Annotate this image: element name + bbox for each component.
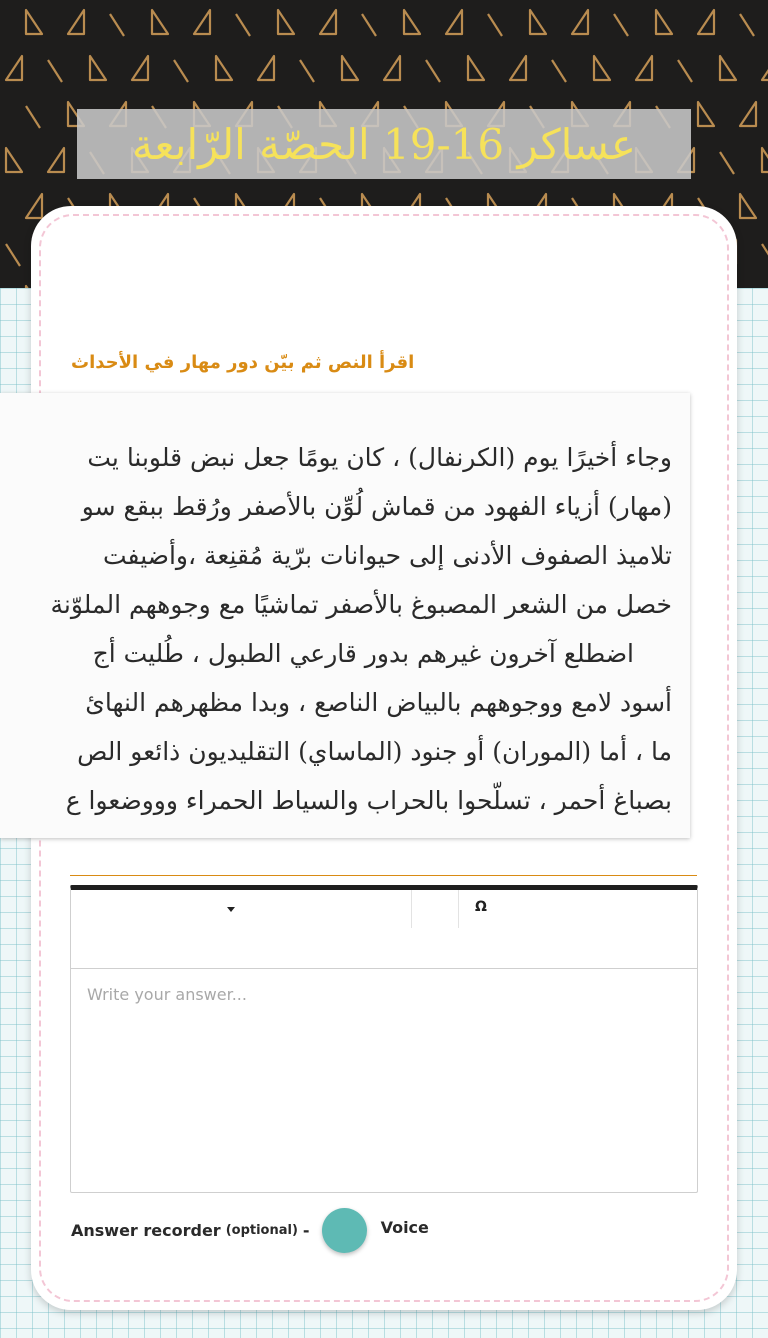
pattern-triangle — [762, 244, 768, 266]
passage-line: (مهار) أزياء الفهود من قماش لُوِّن بالأصفر ورُقط ببقع سو — [81, 492, 672, 521]
recorder-separator: - — [302, 1220, 310, 1240]
pattern-triangle — [720, 152, 734, 174]
passage-line: أسود لامع ووجوههم بالبياض الناصع ، وبدا مظهرهم النهائ — [85, 688, 672, 717]
pattern-triangle — [342, 56, 358, 80]
pattern-triangle — [510, 56, 526, 80]
recorder-optional-label: (optional) — [225, 1222, 298, 1238]
pattern-triangle — [320, 10, 336, 34]
passage-image — [0, 393, 690, 838]
pattern-triangle — [572, 10, 588, 34]
pattern-triangle — [174, 60, 188, 82]
editor-toolbar — [71, 890, 697, 969]
special-characters-button[interactable]: Ω — [475, 899, 487, 915]
pattern-triangle — [594, 56, 610, 80]
pattern-triangle — [48, 148, 64, 172]
pattern-triangle — [446, 10, 462, 34]
pattern-triangle — [740, 102, 756, 126]
passage-line: تلاميذ الصفوف الأدنى إلى حيوانات برّية مُقنِعة ،وأضيفت — [103, 541, 672, 570]
pattern-triangle — [236, 14, 250, 36]
recorder-label: Answer recorder — [71, 1220, 221, 1240]
pattern-triangle — [656, 10, 672, 34]
pattern-triangle — [90, 56, 106, 80]
pattern-triangle — [110, 14, 124, 36]
pattern-triangle — [26, 106, 40, 128]
pattern-triangle — [720, 56, 736, 80]
passage-line: ما ، أما (الموران) أو جنود (الماساي) التقليديون ذائعو الص — [77, 737, 672, 766]
passage-line: بصباغ أحمر ، تسلّحوا بالحراب والسياط الحمراء وووضعوا ع — [65, 786, 672, 815]
chevron-down-icon — [227, 907, 235, 912]
pattern-triangle — [6, 244, 20, 266]
pattern-triangle — [194, 10, 210, 34]
question-instruction: اقرأ النص ثم بيّن دور مهار في الأحداث — [71, 352, 415, 373]
divider — [70, 875, 697, 876]
pattern-triangle — [762, 56, 768, 80]
pattern-triangle — [740, 14, 754, 36]
toolbar-button[interactable] — [412, 890, 459, 928]
pattern-triangle — [426, 60, 440, 82]
pattern-triangle — [530, 10, 546, 34]
pattern-triangle — [404, 10, 420, 34]
pattern-triangle — [152, 10, 168, 34]
answer-recorder — [71, 1207, 429, 1253]
record-voice-button[interactable] — [322, 1208, 367, 1253]
pattern-triangle — [488, 14, 502, 36]
pattern-triangle — [26, 194, 42, 218]
passage-line: اضطلع آخرون غيرهم بدور قارعي الطبول ، طُليت أج — [92, 639, 634, 668]
pattern-triangle — [48, 60, 62, 82]
pattern-triangle — [300, 60, 314, 82]
pattern-triangle — [698, 10, 714, 34]
title-banner — [77, 109, 691, 179]
format-dropdown[interactable] — [71, 890, 412, 928]
pattern-triangle — [132, 56, 148, 80]
pattern-triangle — [636, 56, 652, 80]
pattern-triangle — [552, 60, 566, 82]
pattern-triangle — [698, 102, 714, 126]
passage-line: وجاء أخيرًا يوم (الكرنفال) ، كان يومًا جعل نبض قلوبنا يت — [87, 443, 672, 472]
passage-line: خصل من الشعر المصبوغ بالأصفر تماشيًا مع وجوههم الملوّنة — [50, 590, 672, 619]
pattern-triangle — [762, 148, 768, 172]
pattern-triangle — [740, 194, 756, 218]
pattern-triangle — [6, 56, 22, 80]
answer-input[interactable] — [71, 969, 697, 1187]
pattern-triangle — [6, 148, 22, 172]
pattern-triangle — [278, 10, 294, 34]
pattern-triangle — [258, 56, 274, 80]
pattern-triangle — [216, 56, 232, 80]
pattern-triangle — [68, 10, 84, 34]
passage-text — [0, 433, 672, 825]
answer-editor — [70, 885, 698, 1193]
pattern-triangle — [362, 14, 376, 36]
pattern-triangle — [468, 56, 484, 80]
page-title: عساكر 16-19 الحصّة الرّابعة — [132, 119, 636, 169]
pattern-triangle — [384, 56, 400, 80]
pattern-triangle — [614, 14, 628, 36]
voice-label: Voice — [380, 1217, 429, 1237]
pattern-triangle — [26, 10, 42, 34]
pattern-triangle — [678, 60, 692, 82]
